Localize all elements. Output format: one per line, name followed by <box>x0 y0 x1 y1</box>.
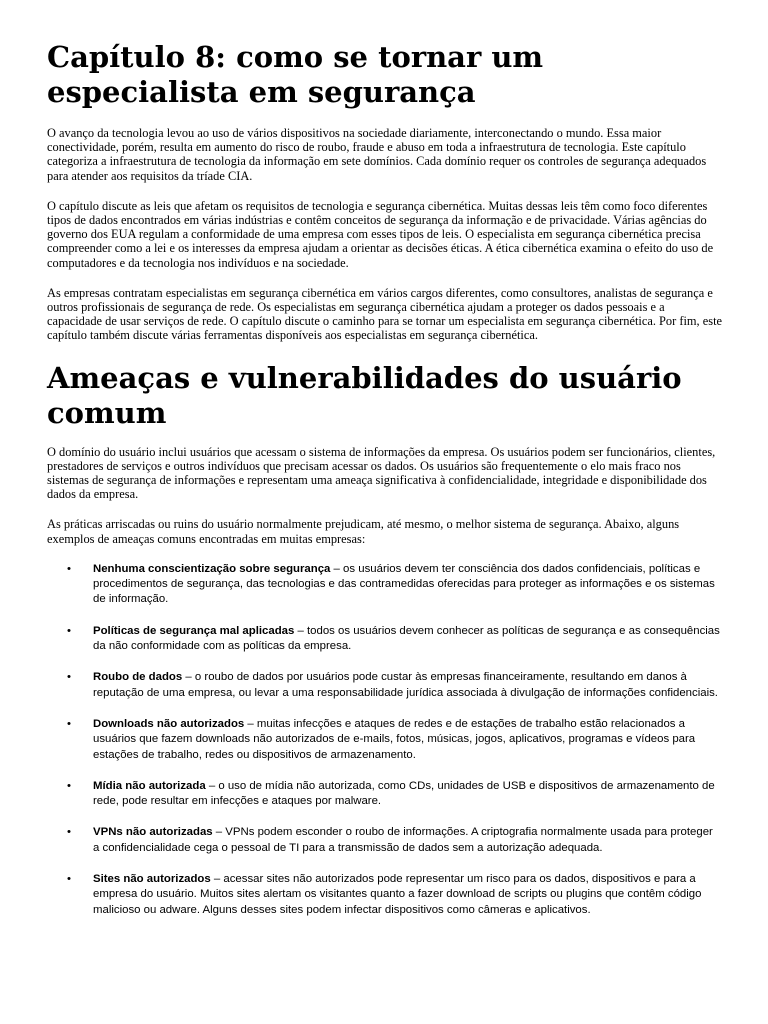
threat-description: – muitas infecções e ataques de redes e de estações de trabalho estão relacionados a usuários que fazem downloads não autorizados de e-mails, fotos, músicas, jogos, aplicativos, programas e vídeos para estações de trabalho, redes ou dispositivos de armazenamento. <box>93 717 696 761</box>
section-paragraph-1: O domínio do usuário inclui usuários que acessam o sistema de informações da empresa. Os usuários podem ser funcionários, clientes, prestadores de serviços e outros indivíduos que precisam acessar os dados. Os usuários são frequentemente o elo mais fraco nos sistemas de segurança de informações e representam uma ameaça significativa à confidencialidade, integridade e disponibilidade dos dados da empresa. <box>47 444 716 502</box>
bullet-icon: • <box>67 624 71 637</box>
list-item <box>47 670 722 701</box>
chapter-paragraph-2: O capítulo discute as leis que afetam os requisitos de tecnologia e segurança cibernética. Muitas dessas leis têm como foco diferentes tipos de dados encontrados em várias indústrias e contêm conceitos de segurança da informação e de privacidade. Várias agências do governo dos EUA regulam a conformidade de uma empresa com esses tipos de leis. O especialista em segurança cibernética precisa compreender como a lei e os interesses da empresa ajudam a orientar as decisões éticas. A ética cibernética examina o efeito do uso de computadores e da tecnologia nos indivíduos e na sociedade. <box>47 198 714 270</box>
chapter-paragraph-3: As empresas contratam especialistas em segurança cibernética em vários cargos diferentes, como consultores, analistas de segurança e outros profissionais de segurança de rede. Os especialistas em segurança cibernética ajudam a proteger os dados pessoais e a capacidade de usar serviços de rede. O capítulo discute o caminho para se tornar um especialista em segurança cibernética. Por fim, este capítulo também discute várias ferramentas disponíveis aos especialistas em segurança cibernética. <box>47 285 723 343</box>
threat-term: Roubo de dados <box>93 671 183 684</box>
bullet-icon: • <box>67 873 71 886</box>
threat-term: Nenhuma conscientização sobre segurança <box>93 562 331 575</box>
document-page <box>47 40 722 934</box>
list-item <box>47 779 722 810</box>
list-item <box>47 562 722 608</box>
list-item <box>47 717 722 763</box>
threat-description: – os usuários devem ter consciência dos dados confidenciais, políticas e procedimentos de segurança, das tecnologias e das contramedidas oferecidas para proteger as informações e os sistemas de informação. <box>93 562 715 606</box>
threat-term: Políticas de segurança mal aplicadas <box>93 624 295 637</box>
threat-list <box>47 562 722 918</box>
threat-description: – VPNs podem esconder o roubo de informações. A criptografia normalmente usada para proteger a confidencialidade cega o pessoal de TI para a transmissão de dados sem a autorização adequada. <box>93 826 713 854</box>
bullet-icon: • <box>67 671 71 684</box>
threat-term: Sites não autorizados <box>93 873 211 886</box>
chapter-paragraph-1: O avanço da tecnologia levou ao uso de vários dispositivos na sociedade diariamente, interconectando o mundo. Essa maior conectividade, porém, resulta em aumento do risco de roubo, fraude e abuso em toda a infraestrutura de tecnologia. Este capítulo categoriza a infraestrutura de tecnologia da informação em sete domínios. Cada domínio requer os controles de segurança adequados para atender aos requisitos da tríade CIA. <box>47 126 707 183</box>
threat-term: Downloads não autorizados <box>93 717 245 730</box>
threat-description: – todos os usuários devem conhecer as políticas de segurança e as consequências da não conformidade com as políticas da empresa. <box>93 624 720 653</box>
threat-description: – o roubo de dados por usuários pode custar às empresas financeiramente, resultando em danos à reputação de uma empresa, ou levar a uma responsabilidade jurídica associada à divulgação de informações confidenciais. <box>93 671 718 699</box>
bullet-icon: • <box>67 826 71 839</box>
list-item <box>47 872 722 918</box>
threat-description: – acessar sites não autorizados pode representar um risco para os dados, dispositivos e para a empresa do usuário. Muitos sites alertam os visitantes quanto a fazer download de scripts ou plugins que contêm código malicioso ou adware. Alguns desses sites podem infectar dispositivos como câmeras e aplicativos. <box>93 873 702 916</box>
list-item <box>47 825 722 856</box>
section-title: Ameaças e vulnerabilidades do usuário comum <box>47 360 682 430</box>
bullet-icon: • <box>67 717 71 730</box>
threat-term: Mídia não autorizada <box>93 779 206 792</box>
bullet-icon: • <box>67 562 71 575</box>
chapter-title: Capítulo 8: como se tornar um especialista em segurança <box>47 40 544 109</box>
threat-term: VPNs não autorizadas <box>93 826 213 839</box>
bullet-icon: • <box>67 779 71 792</box>
section-paragraph-2: As práticas arriscadas ou ruins do usuário normalmente prejudicam, até mesmo, o melhor sistema de segurança. Abaixo, alguns exemplos de ameaças comuns encontradas em muitas empresas: <box>47 517 680 546</box>
list-item <box>47 624 722 655</box>
threat-description: – o uso de mídia não autorizada, como CDs, unidades de USB e dispositivos de armazenamento de rede, pode resultar em infecções e ataques por malware. <box>93 779 715 808</box>
